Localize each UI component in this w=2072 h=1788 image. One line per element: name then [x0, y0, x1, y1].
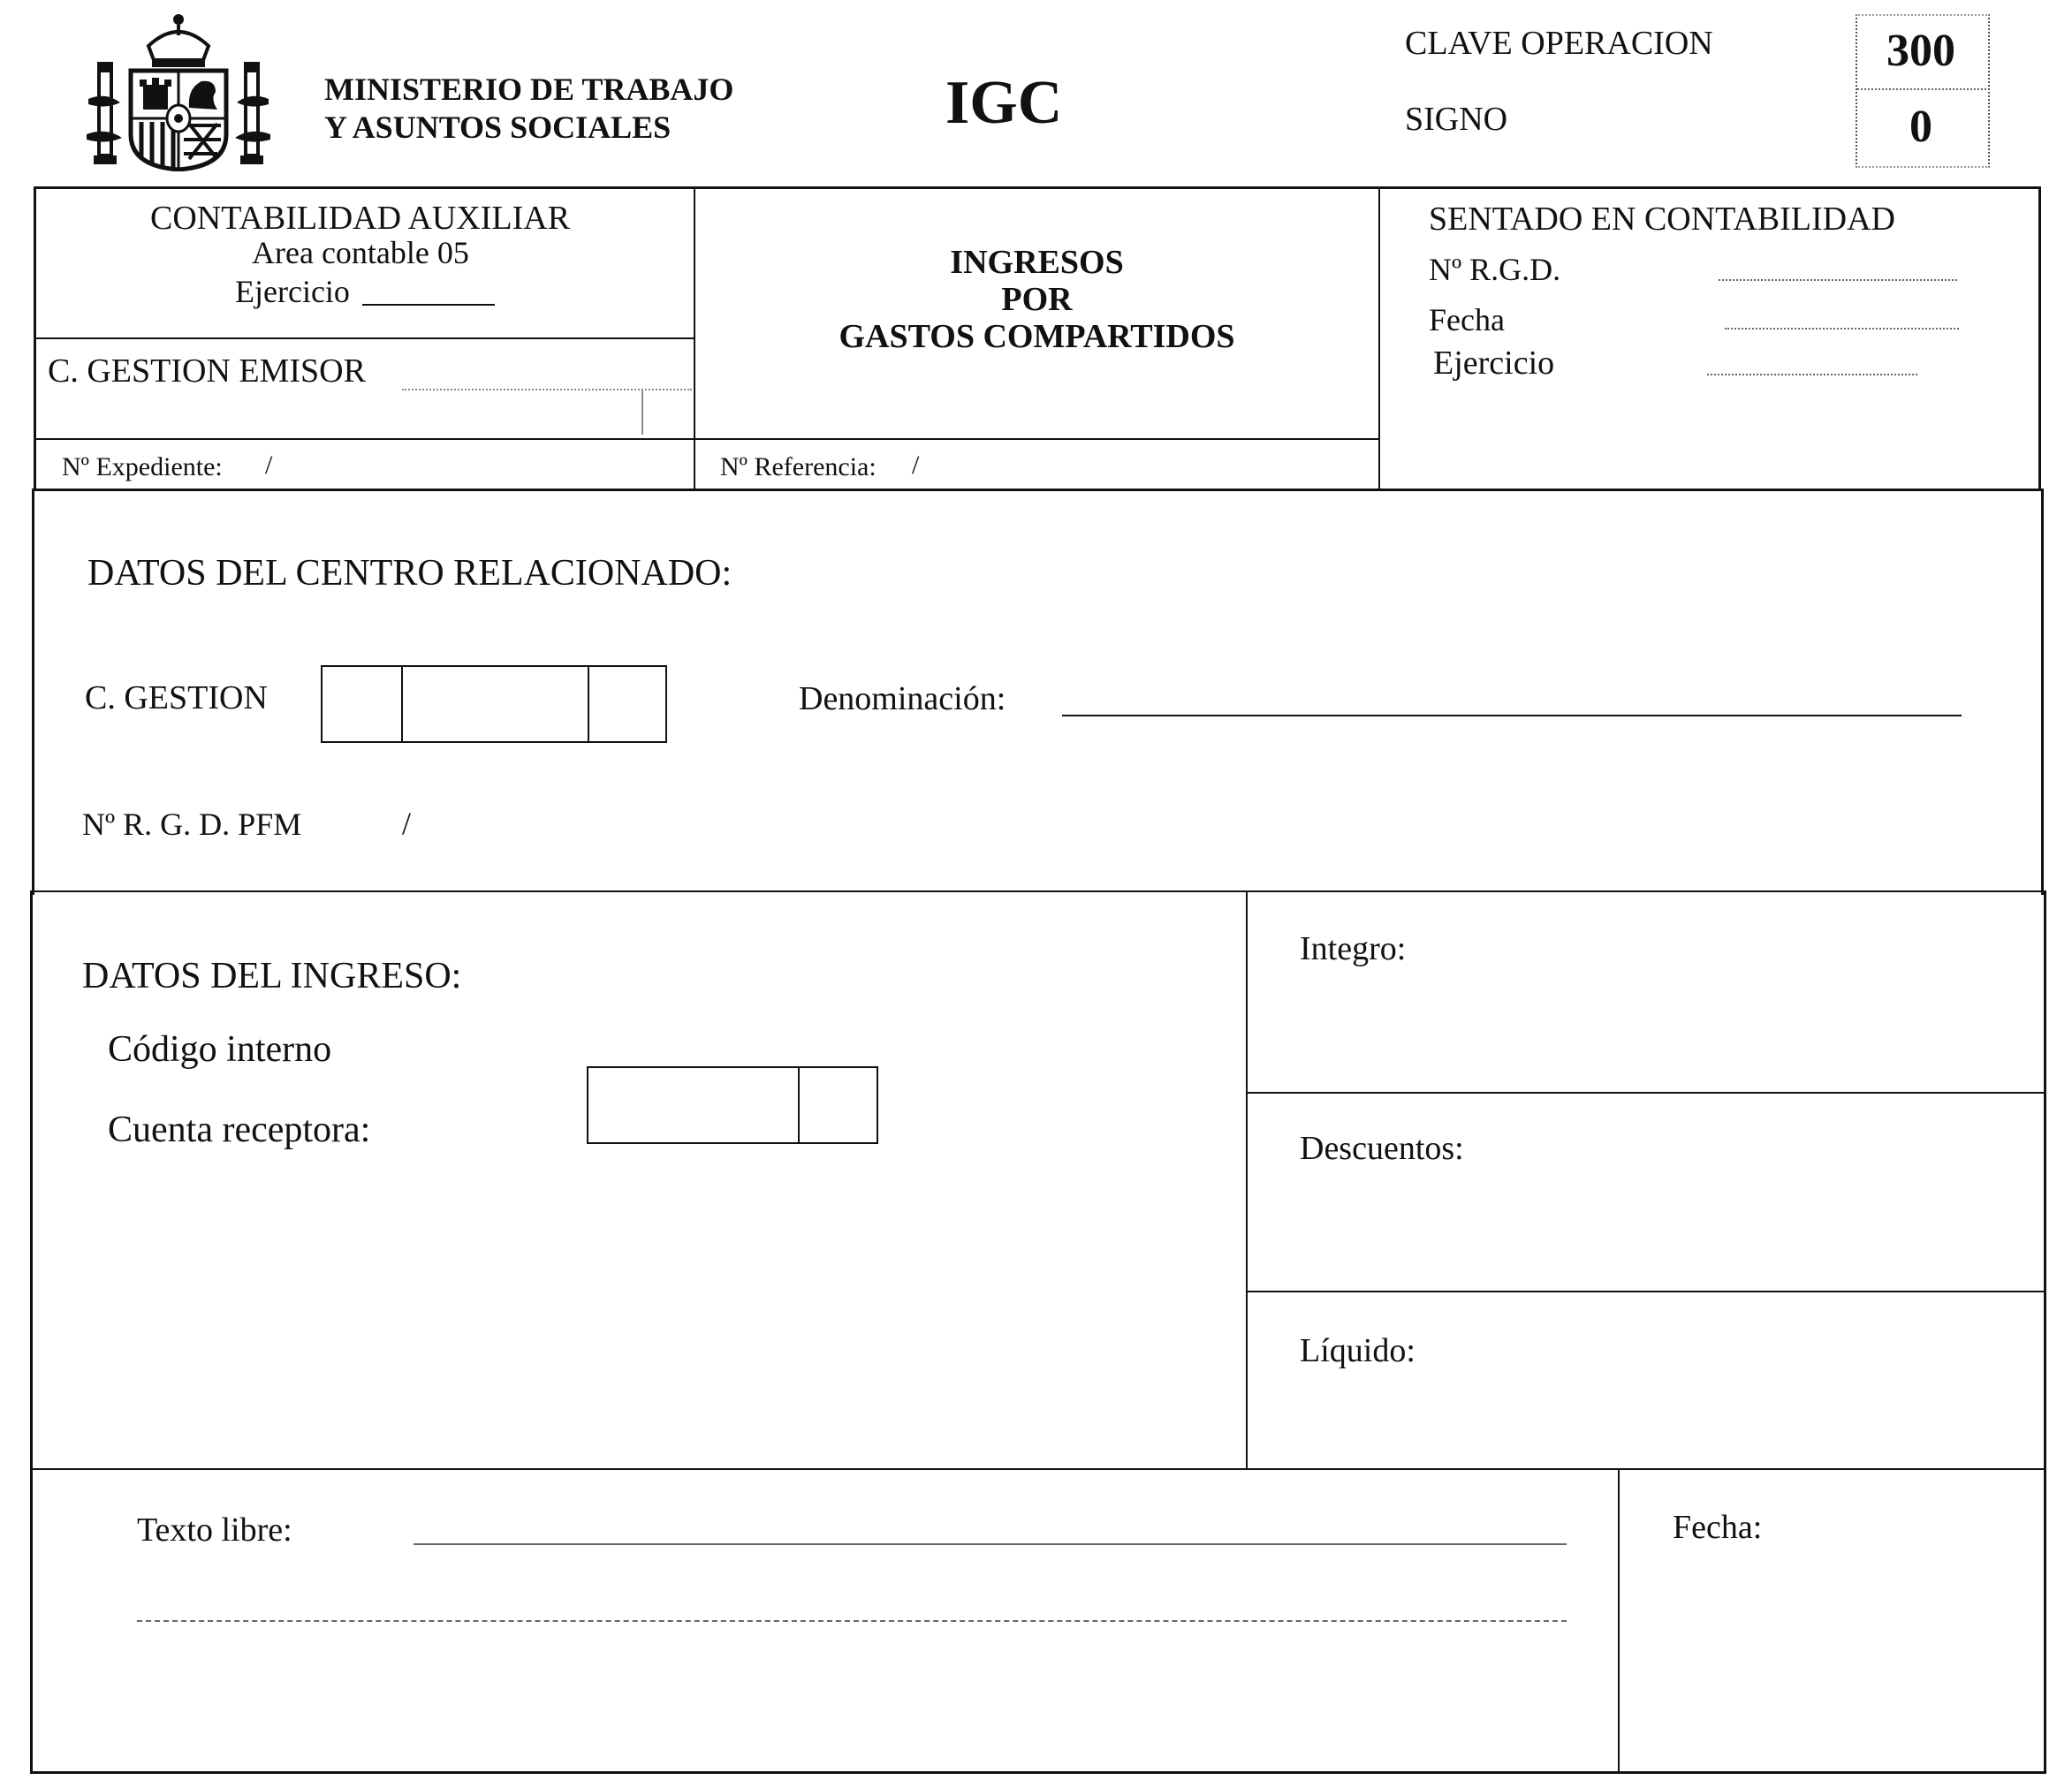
ministry-name-line2: Y ASUNTOS SOCIALES	[324, 110, 672, 145]
form-code-title: IGC	[945, 69, 1063, 137]
expediente-label: Nº Expediente:	[62, 452, 223, 481]
denominacion-label: Denominación:	[799, 680, 1006, 717]
centro-relacionado-heading: DATOS DEL CENTRO RELACIONADO:	[87, 553, 732, 594]
gestion-emisor-label: C. GESTION EMISOR	[48, 352, 366, 390]
descuentos-label: Descuentos:	[1300, 1130, 1464, 1167]
ejercicio-label: Ejercicio	[235, 274, 350, 309]
ejercicio-contabilidad-label: Ejercicio	[1433, 345, 1555, 382]
fecha-label: Fecha:	[1673, 1509, 1763, 1546]
referencia-label: Nº Referencia:	[720, 452, 877, 481]
signo-label: SIGNO	[1405, 101, 1508, 138]
area-contable-label: Area contable 05	[252, 235, 469, 270]
cuenta-receptora-input-box[interactable]	[587, 1066, 878, 1144]
clave-operacion-value: 300	[1886, 26, 1955, 76]
fecha-contabilidad-label: Fecha	[1429, 302, 1505, 337]
expediente-separator: /	[265, 451, 273, 480]
form-title-line3: GASTOS COMPARTIDOS	[839, 318, 1235, 355]
sentado-contabilidad-title: SENTADO EN CONTABILIDAD	[1429, 201, 1895, 238]
codigo-interno-label: Código interno	[108, 1029, 332, 1070]
coat-of-arms-emblem	[85, 11, 272, 171]
fecha-contabilidad-input-line[interactable]	[1725, 328, 1959, 330]
c-gestion-input-box[interactable]	[321, 665, 667, 743]
ejercicio-input-line[interactable]	[362, 304, 495, 306]
texto-libre-label: Texto libre:	[137, 1511, 292, 1549]
form-title-line1: INGRESOS	[950, 244, 1124, 281]
ministry-name-line1: MINISTERIO DE TRABAJO	[324, 72, 734, 107]
contabilidad-auxiliar-title: CONTABILIDAD AUXILIAR	[150, 200, 571, 237]
rgd-input-line[interactable]	[1719, 279, 1957, 281]
rgd-pfm-separator: /	[402, 806, 412, 841]
integro-label: Integro:	[1300, 930, 1407, 967]
form-title-block	[695, 244, 1378, 355]
cuenta-receptora-label: Cuenta receptora:	[108, 1110, 371, 1150]
form-title-line2: POR	[1001, 281, 1073, 318]
texto-libre-input-line-2[interactable]	[137, 1620, 1567, 1622]
clave-operacion-label: CLAVE OPERACION	[1405, 25, 1713, 62]
signo-value: 0	[1909, 102, 1932, 152]
rgd-label: Nº R.G.D.	[1429, 252, 1561, 287]
datos-ingreso-heading: DATOS DEL INGRESO:	[82, 956, 462, 996]
denominacion-input-line[interactable]	[1062, 715, 1962, 716]
ejercicio-contabilidad-input-line[interactable]	[1707, 374, 1917, 375]
c-gestion-label: C. GESTION	[85, 679, 268, 716]
rgd-pfm-label: Nº R. G. D. PFM	[82, 807, 302, 842]
texto-libre-input-line-1[interactable]	[414, 1543, 1567, 1545]
referencia-separator: /	[912, 451, 920, 480]
liquido-label: Líquido:	[1300, 1332, 1415, 1369]
